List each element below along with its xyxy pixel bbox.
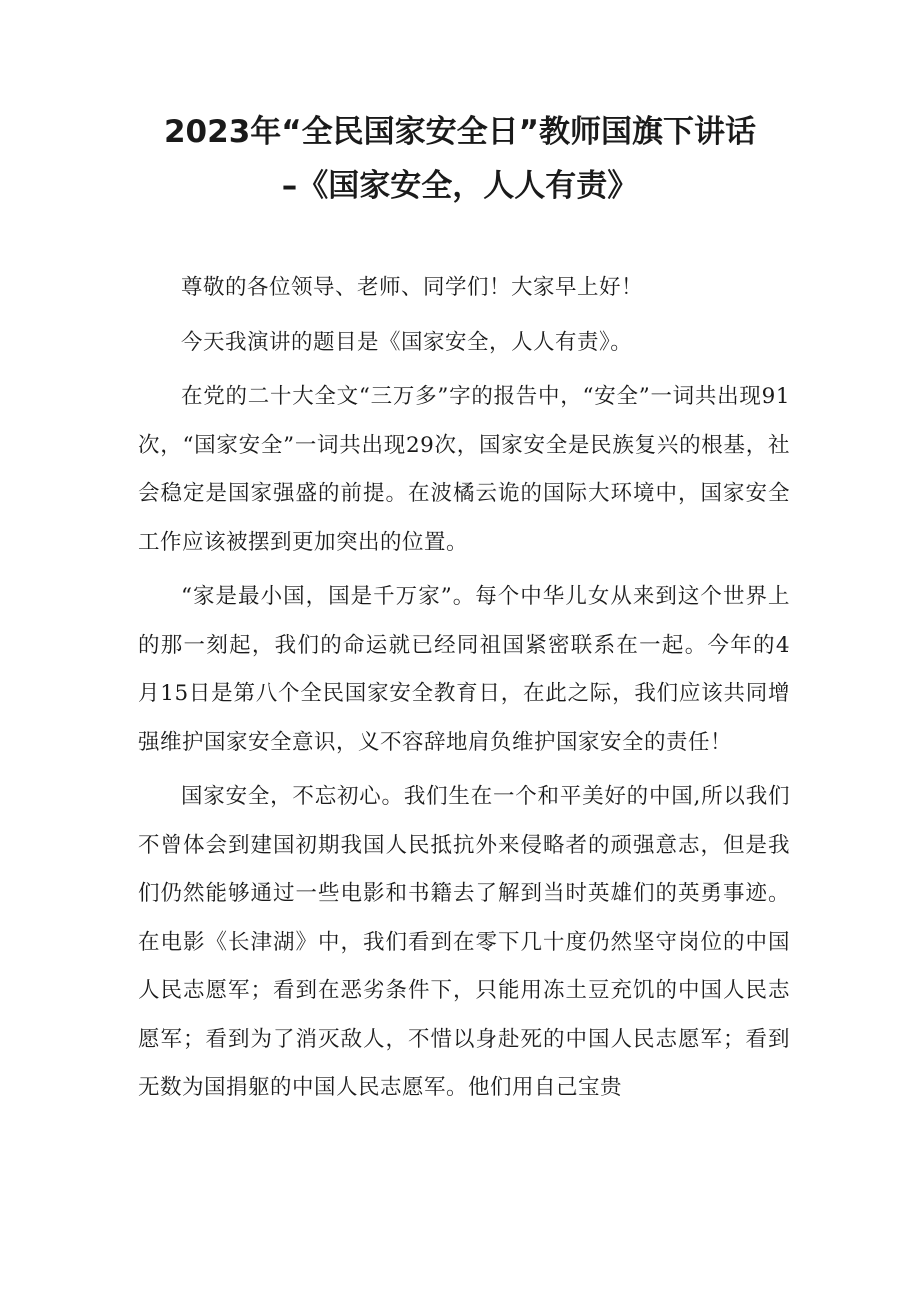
paragraph-family-country: “家是最小国，国是千万家”。每个中华儿女从来到这个世界上的那一刻起，我们的命运就已经同祖国紧密联系在一起。今年的4月15日是第八个全民国家安全教育日，在此之际，我们应该共同增强维护国家安全意识，义不容辞地肩负维护国家安全的责任！: [138, 584, 790, 755]
paragraph-original-aspiration: 国家安全，不忘初心。我们生在一个和平美好的中国,所以我们不曾体会到建国初期我国人民抵抗外来侵略者的顽强意志，但是我们仍然能够通过一些电影和书籍去了解到当时英雄们的英勇事迹。在电影《长津湖》中，我们看到在零下几十度仍然坚守岗位的中国人民志愿军；看到在恶劣条件下，只能用冻土豆充饥的中国人民志愿军；看到为了消灭敌人，不惜以身赴死的中国人民志愿军；看到无数为国捐躯的中国人民志愿军。他们用自己宝贵: [138, 784, 790, 1100]
paragraph-topic: 今天我演讲的题目是《国家安全，人人有责》。: [181, 329, 633, 355]
document-subtitle: –《国家安全，人人有责》: [281, 168, 639, 204]
document-title: 2023年“全民国家安全日”教师国旗下讲话: [163, 114, 757, 150]
paragraph-greeting: 尊敬的各位领导、老师、同学们！大家早上好！: [181, 275, 644, 300]
paragraph-report: 在党的二十大全文“三万多”字的报告中，“安全”一词共出现91次，“国家安全”一词共出现29次，国家安全是民族复兴的根基，社会稳定是国家强盛的前提。在波橘云诡的国际大环境中，国家安全工作应该被摆到更加突出的位置。: [138, 384, 790, 555]
document-body: [138, 264, 790, 1119]
